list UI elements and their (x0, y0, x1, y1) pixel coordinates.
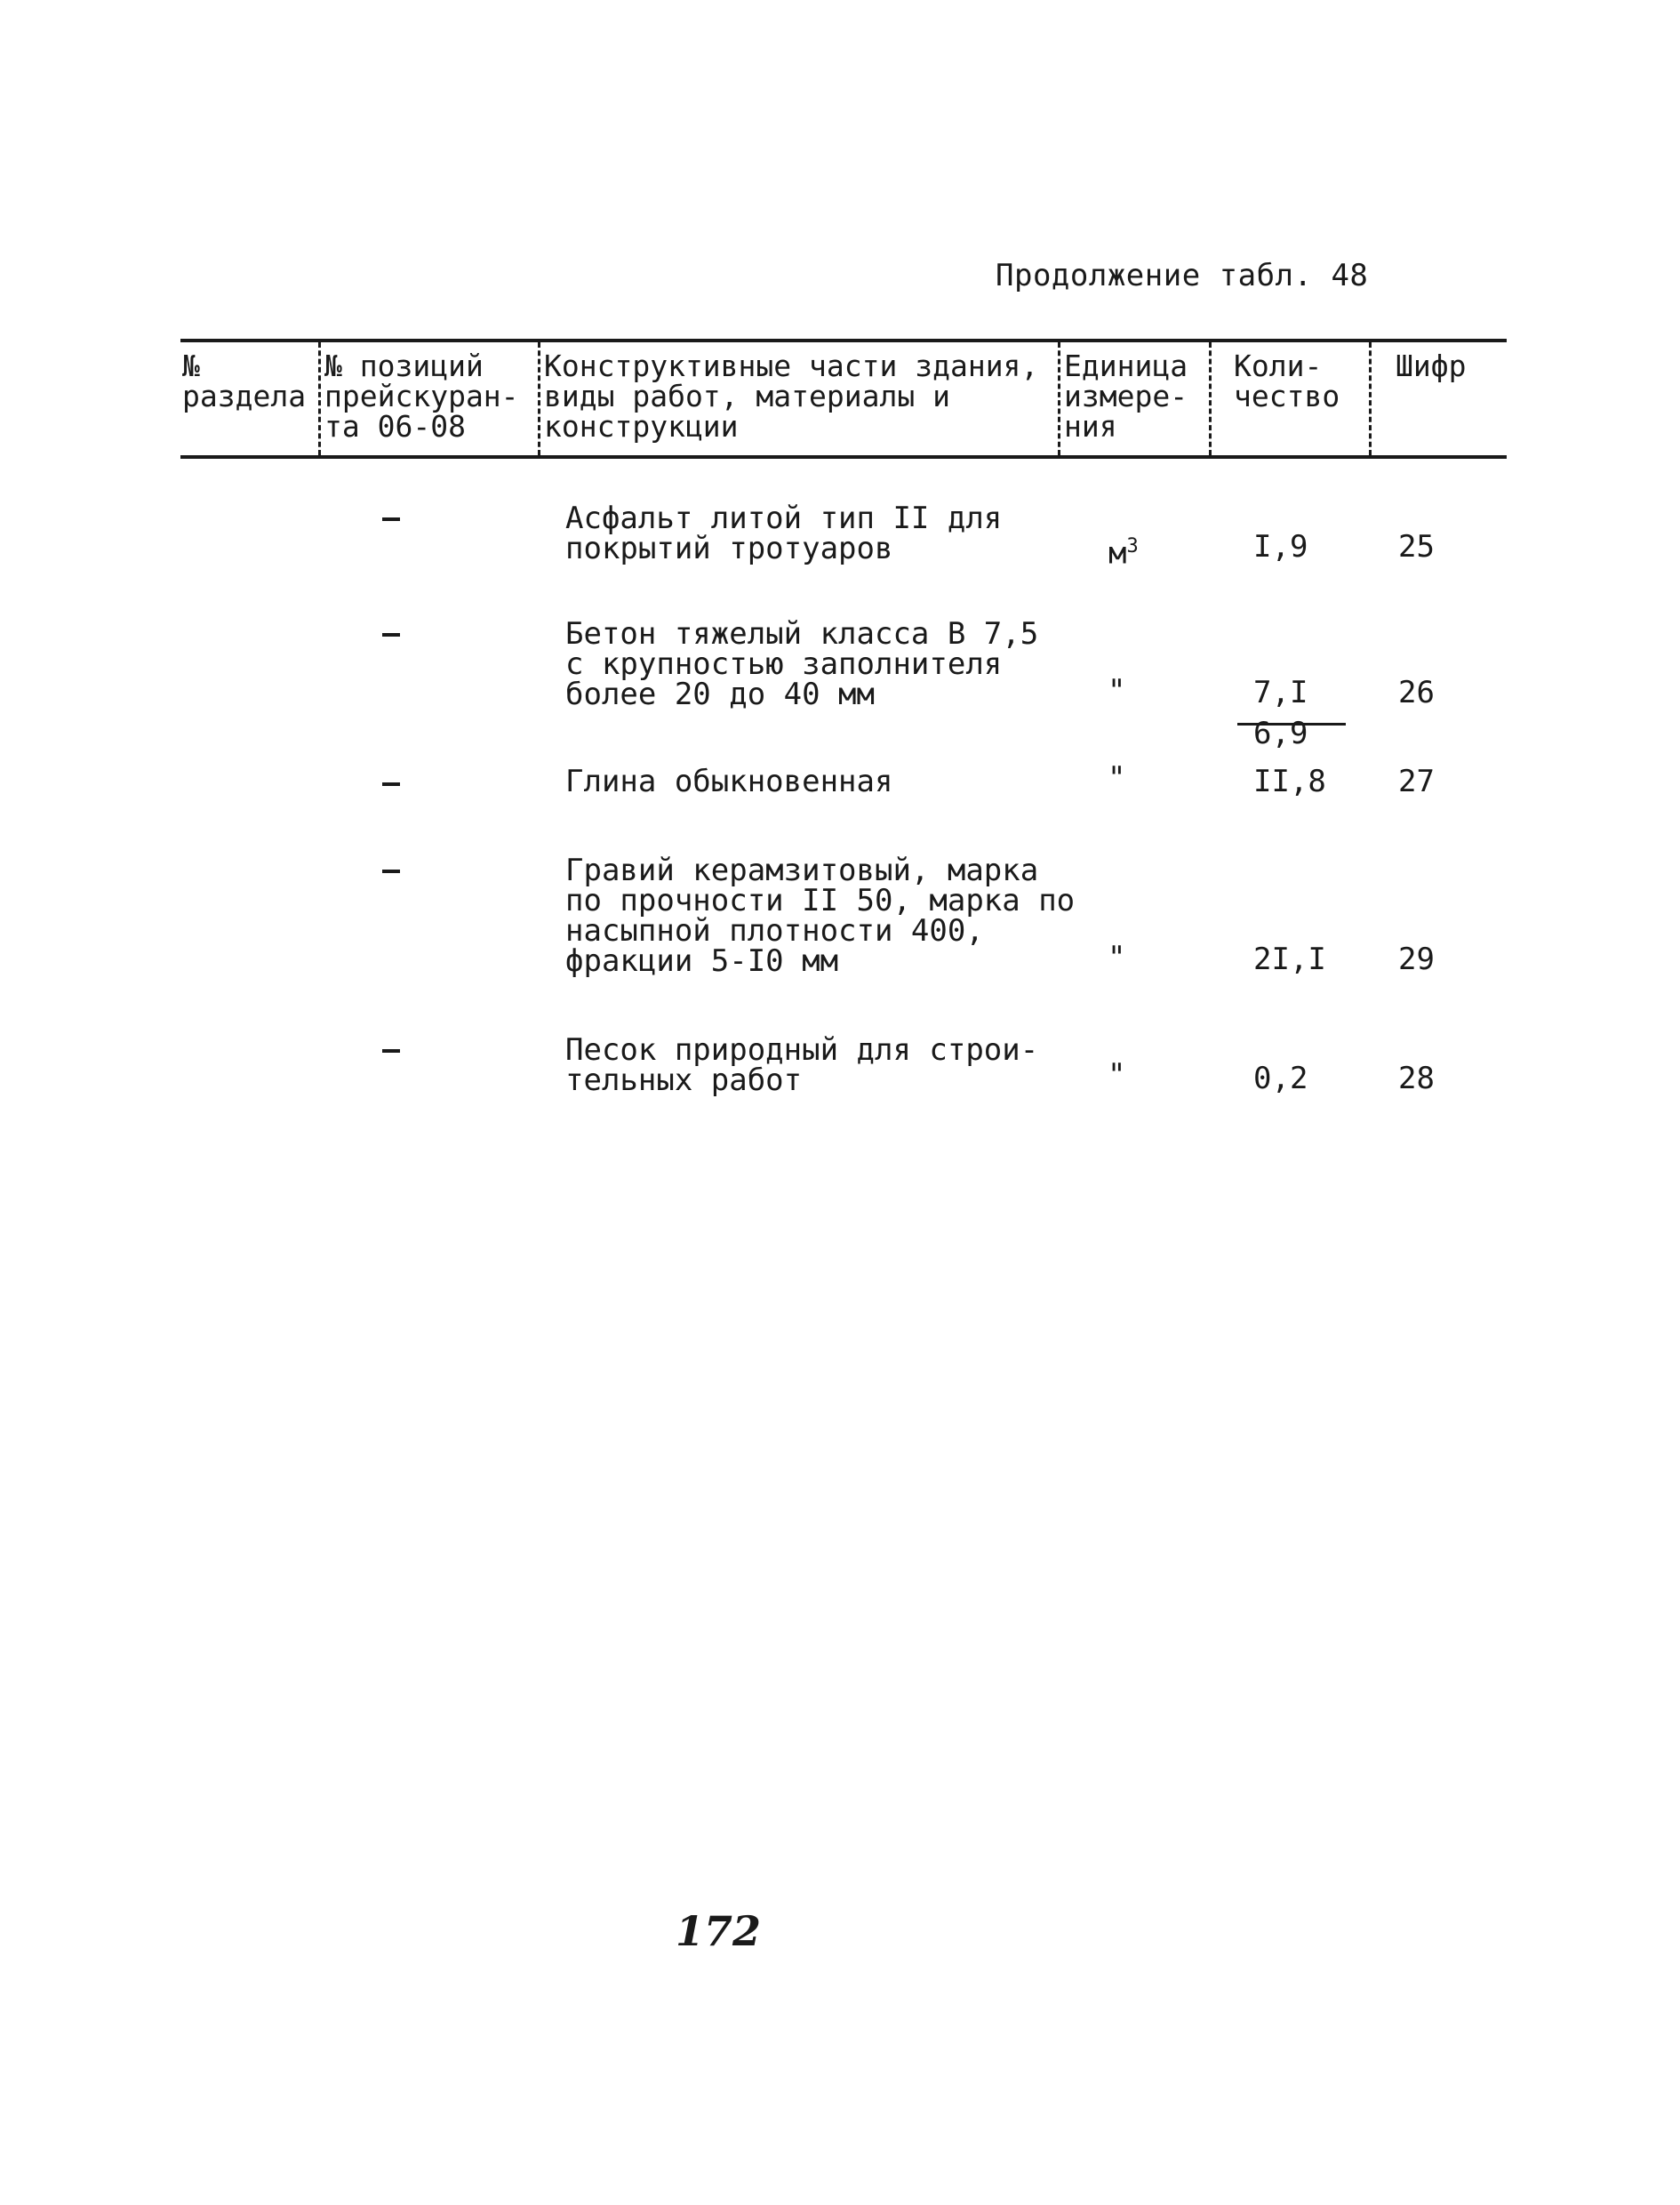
row-quantity: 7,I (1253, 675, 1308, 710)
row-quantity: 2I,I (1253, 942, 1326, 977)
row-code: 29 (1398, 942, 1435, 977)
column-separator (318, 342, 321, 455)
header-section-number: № раздела (182, 349, 307, 413)
row-unit: $м^3$ (1108, 535, 1139, 572)
row-unit: " (1108, 760, 1126, 796)
row-quantity: 0,2 (1253, 1061, 1308, 1096)
row-quantity: II,8 (1253, 764, 1326, 799)
row-quantity: I,9 (1253, 529, 1308, 565)
position-dash (382, 517, 400, 521)
column-separator (1058, 342, 1060, 455)
column-separator (1209, 342, 1212, 455)
table-top-rule (180, 339, 1507, 342)
table-header-rule (180, 455, 1507, 459)
header-unit: Единица измере- ния (1064, 349, 1188, 444)
position-dash (382, 633, 400, 637)
row-code: 26 (1398, 675, 1435, 710)
table-caption: Продолжение табл. 48 (996, 258, 1369, 293)
row-description: Гравий керамзитовый, марка по прочности II 50, марка по насыпной плотности 400, фракции 5-I0 мм (565, 853, 1076, 979)
row-unit: " (1108, 1057, 1126, 1093)
page-number: 172 (676, 1907, 762, 1955)
header-code: Шифр (1396, 349, 1467, 383)
row-code: 28 (1398, 1061, 1435, 1096)
column-separator (538, 342, 540, 455)
header-description: Конструктивные части здания, виды работ, материалы и конструкции (544, 349, 1039, 444)
row-unit: " (1108, 673, 1126, 709)
column-separator (1369, 342, 1372, 455)
row-description: Бетон тяжелый класса В 7,5 с крупностью заполнителя более 20 до 40 мм (565, 616, 1039, 712)
row-quantity-corrected: 6,9 (1253, 716, 1308, 751)
position-dash (382, 870, 400, 873)
position-dash (382, 1049, 400, 1053)
row-code: 25 (1398, 529, 1435, 565)
header-price-list-position: № позиций прейскуран- та 06-08 (324, 349, 519, 444)
row-code: 27 (1398, 764, 1435, 799)
row-description: Асфальт литой тип II для покрытий тротуаров (565, 501, 1003, 566)
row-description: Глина обыкновенная (565, 764, 893, 799)
row-description: Песок природный для строи- тельных работ (565, 1032, 1039, 1098)
row-unit: " (1108, 940, 1126, 975)
position-dash (382, 782, 400, 786)
header-quantity: Коли- чество (1234, 349, 1340, 413)
